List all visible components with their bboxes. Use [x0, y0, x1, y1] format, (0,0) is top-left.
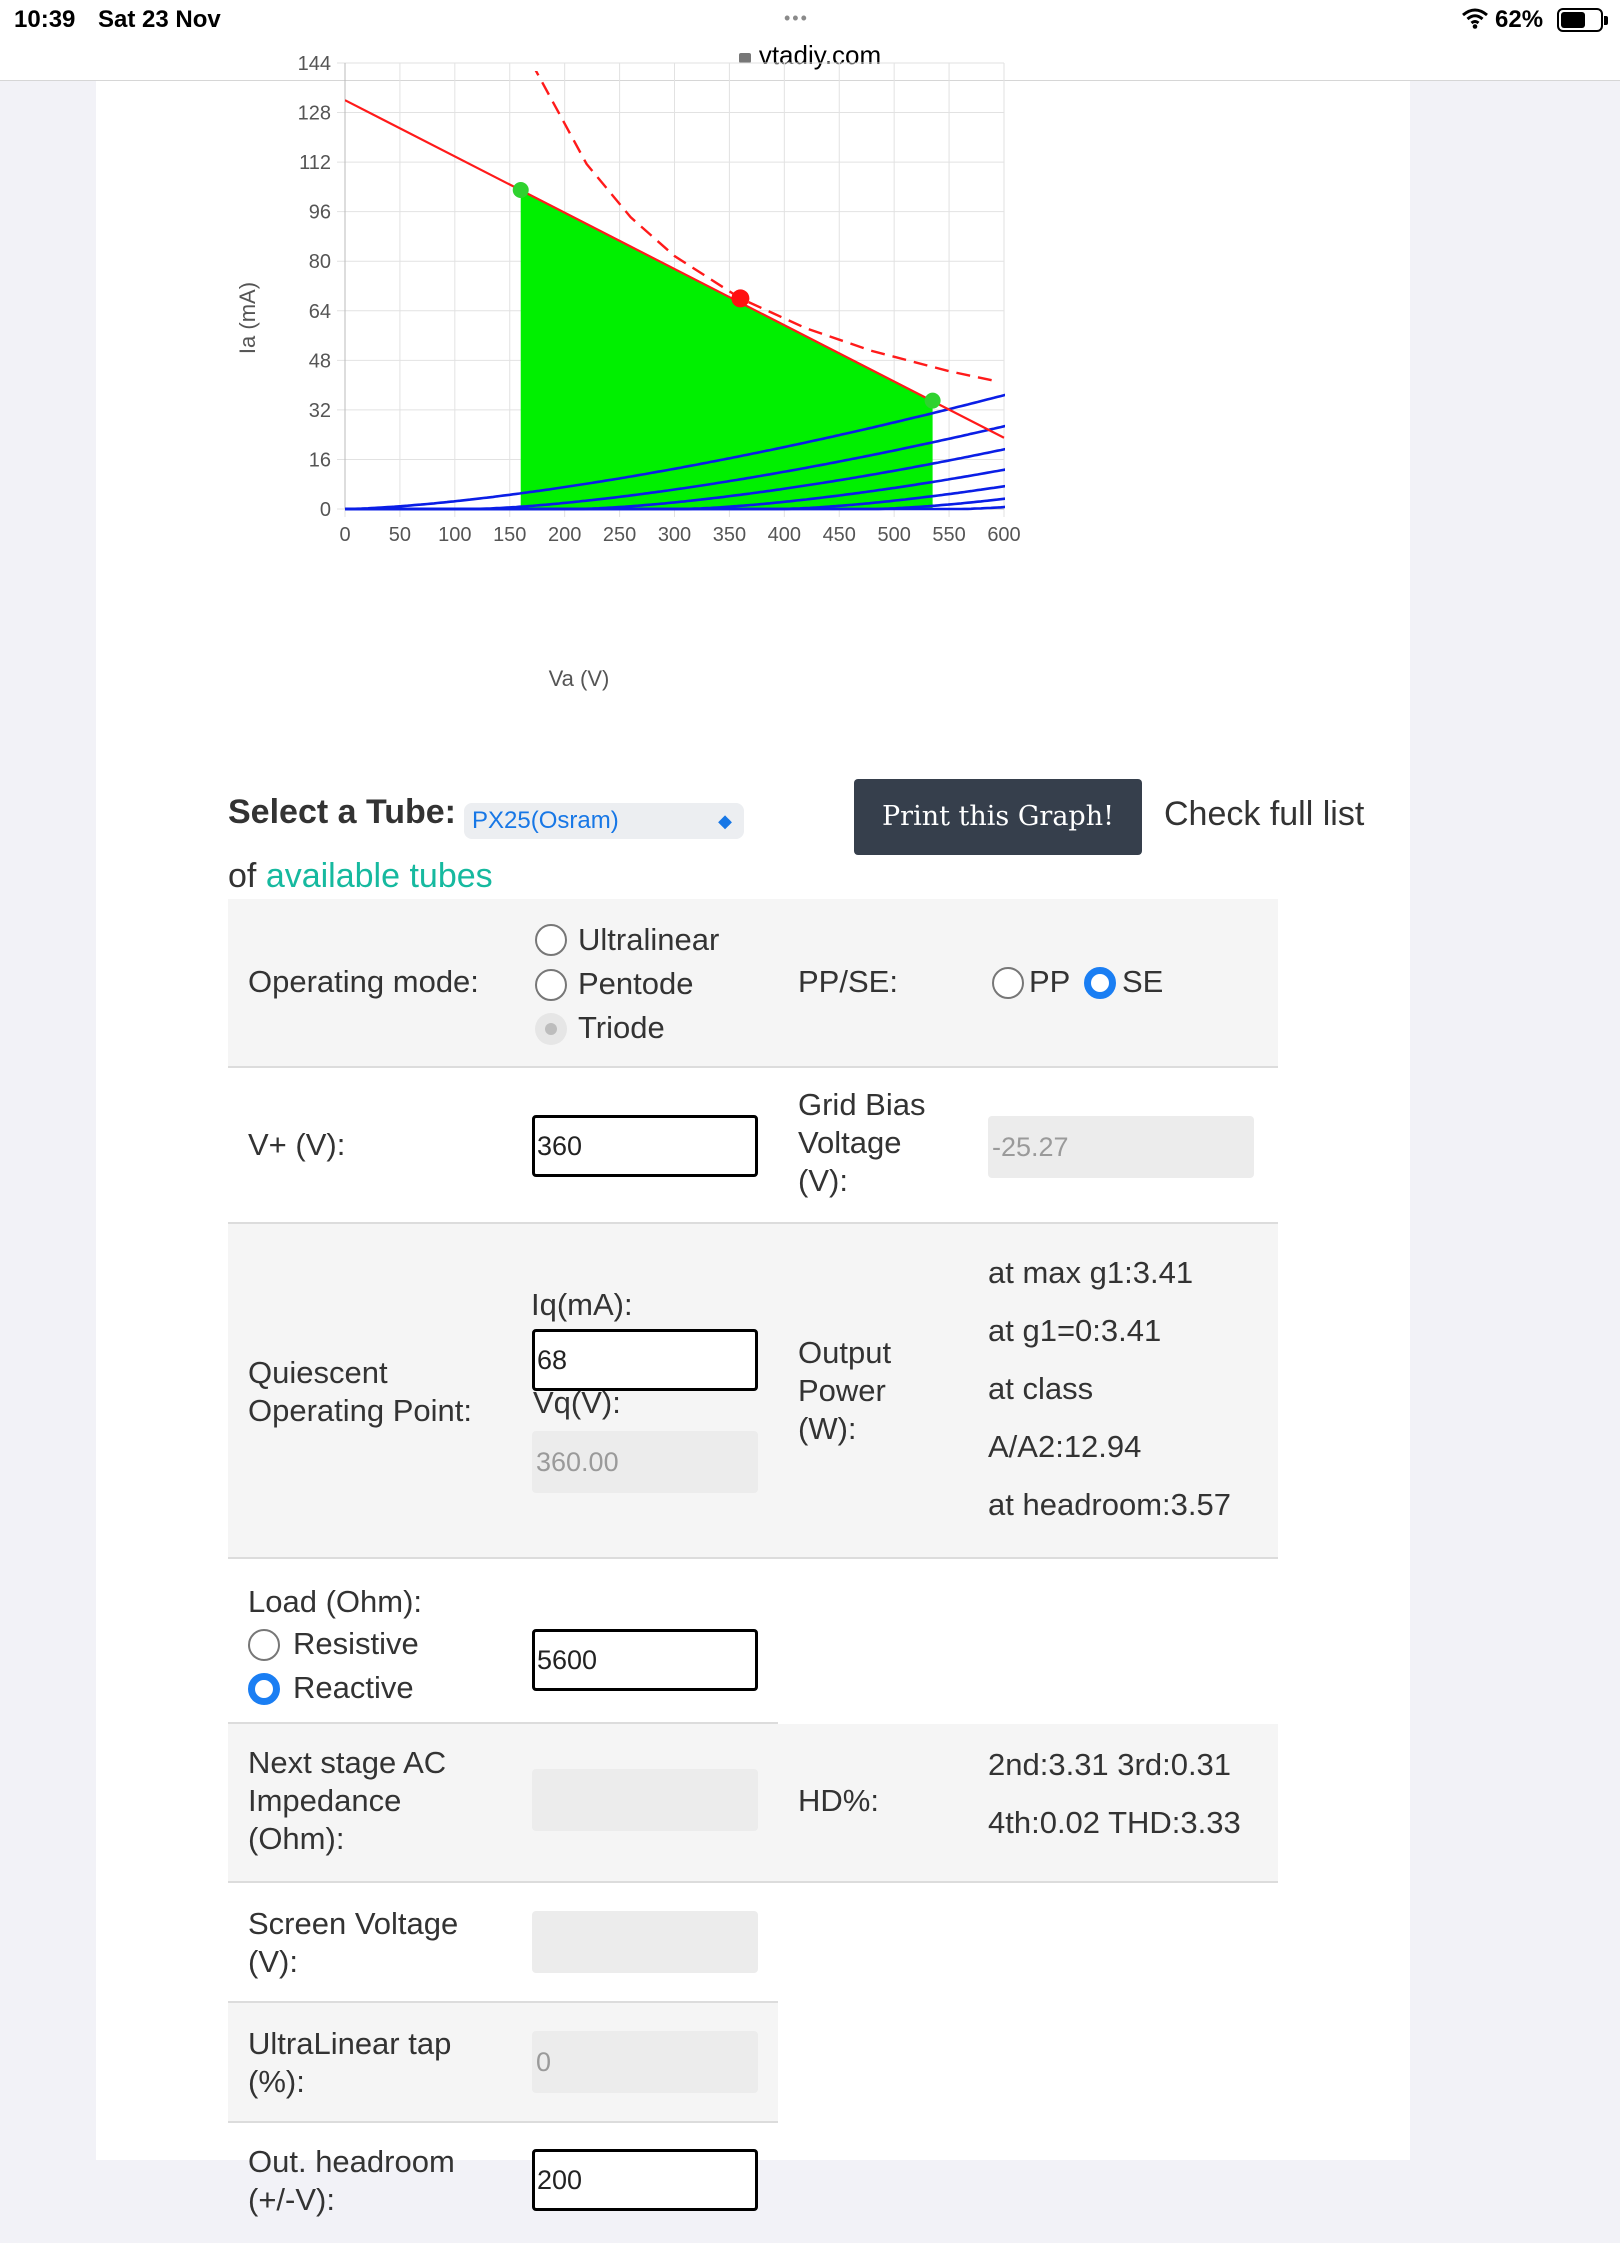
triode-option-label: Triode	[578, 1010, 665, 1045]
next-stage-input[interactable]	[532, 1769, 758, 1831]
print-graph-button[interactable]: Print this Graph!	[854, 779, 1142, 855]
y-tick-label: 96	[308, 201, 331, 224]
hd-line-2: 4th:0.02 THD:3.33	[988, 1805, 1241, 1840]
quiescent-label-1: Quiescent	[248, 1355, 388, 1390]
x-tick-label: 150	[493, 524, 527, 546]
operating-point-marker	[731, 289, 749, 307]
url-text: vtadiy.com	[758, 40, 882, 70]
x-tick-label: 600	[987, 524, 1021, 546]
x-tick-label: 200	[547, 524, 582, 546]
date: Sat 23 Nov	[98, 6, 221, 33]
pp-option-label: PP	[1029, 964, 1071, 999]
y-tick-label: 64	[308, 300, 331, 323]
load-input[interactable]: 5600	[532, 1629, 758, 1691]
more-dots-icon[interactable]: •••	[784, 8, 809, 28]
radio-ultralinear[interactable]	[535, 924, 567, 956]
next-stage-label-3: (Ohm):	[248, 1821, 345, 1856]
power-at-max-g1: at max g1:3.41	[988, 1255, 1194, 1290]
hd-line-1: 2nd:3.31 3rd:0.31	[988, 1747, 1232, 1782]
v-plus-input[interactable]: 360	[532, 1115, 758, 1177]
headroom-row	[228, 2123, 1278, 2243]
power-at-class-a-a2: A/A2:12.94	[988, 1429, 1142, 1464]
reactive-option-label: Reactive	[293, 1670, 414, 1705]
battery-icon	[1557, 8, 1603, 32]
output-power-label-3: (W):	[798, 1411, 857, 1446]
headroom-input[interactable]: 200	[532, 2149, 758, 2211]
next-stage-label-1: Next stage AC	[248, 1745, 447, 1780]
tube-selector-row	[228, 793, 1378, 893]
next-stage-row	[228, 1724, 1278, 1881]
power-at-g1-zero: at g1=0:3.41	[988, 1313, 1162, 1348]
pentode-option-label: Pentode	[578, 966, 694, 1001]
grid-bias-readout: -25.27	[988, 1116, 1254, 1178]
resistive-option-label: Resistive	[293, 1626, 419, 1661]
hd-label: HD%:	[798, 1783, 879, 1818]
available-tubes-line	[228, 857, 493, 896]
radio-reactive[interactable]	[248, 1673, 280, 1705]
available-tubes-link[interactable]: available tubes	[265, 857, 493, 895]
battery-percent: 62%	[1495, 6, 1544, 33]
swing-endpoint-marker	[513, 182, 529, 198]
y-tick-label: 112	[299, 152, 331, 175]
x-tick-label: 500	[877, 524, 911, 546]
swing-endpoint-marker	[925, 393, 941, 409]
y-tick-label: 0	[319, 499, 331, 521]
x-tick-label: 400	[767, 524, 802, 546]
radio-pp[interactable]	[992, 967, 1024, 999]
clock: 10:39	[14, 6, 76, 33]
x-tick-label: 450	[822, 524, 856, 546]
power-at-headroom: at headroom:3.57	[988, 1487, 1232, 1522]
vq-readout: 360.00	[532, 1431, 758, 1493]
y-tick-label: 48	[308, 350, 331, 373]
tube-select-value: PX25(Osram)	[472, 807, 619, 834]
headroom-label-2: (+/-V):	[248, 2182, 335, 2217]
screen-voltage-input[interactable]	[532, 1911, 758, 1973]
iq-label: Iq(mA):	[531, 1287, 633, 1322]
load-row	[228, 1559, 1278, 1722]
swing-area	[521, 190, 933, 509]
select-tube-label: Select a Tube:	[228, 793, 456, 831]
v-plus-label: V+ (V):	[248, 1127, 346, 1162]
address-bar[interactable]	[0, 40, 1620, 71]
ultralinear-option-label: Ultralinear	[578, 922, 720, 957]
x-tick-label: 0	[339, 524, 351, 546]
x-axis-label: Va (V)	[548, 666, 610, 691]
radio-triode[interactable]	[535, 1013, 567, 1045]
screen-voltage-label-1: Screen Voltage	[248, 1906, 459, 1941]
operating-mode-row	[228, 899, 1278, 1066]
y-tick-label: 144	[297, 53, 331, 75]
se-option-label: SE	[1122, 964, 1164, 999]
x-tick-label: 350	[712, 524, 747, 546]
check-full-list-text: Check full list	[1164, 795, 1365, 833]
x-tick-label: 100	[438, 524, 472, 546]
load-label: Load (Ohm):	[248, 1584, 423, 1619]
y-tick-label: 16	[308, 449, 331, 472]
ultralinear-tap-label-2: (%):	[248, 2064, 305, 2099]
power-at-class-label: at class	[988, 1371, 1094, 1406]
v-plus-row	[228, 1068, 1278, 1222]
quiescent-row	[228, 1224, 1278, 1557]
ultralinear-tap-label-1: UltraLinear tap	[248, 2026, 452, 2061]
wifi-icon	[1460, 6, 1490, 30]
x-tick-label: 550	[932, 524, 966, 546]
output-power-label-2: Power	[798, 1373, 886, 1408]
quiescent-label-2: Operating Point:	[248, 1393, 473, 1428]
grid-bias-label-2: Voltage	[798, 1125, 902, 1160]
ultralinear-tap-input[interactable]: 0	[532, 2031, 758, 2093]
x-tick-label: 50	[388, 524, 412, 546]
ultralinear-tap-row	[228, 2003, 778, 2121]
radio-pentode[interactable]	[535, 969, 567, 1001]
x-tick-label: 300	[657, 524, 692, 546]
radio-resistive[interactable]	[248, 1629, 280, 1661]
radio-se[interactable]	[1084, 967, 1116, 999]
operating-mode-label: Operating mode:	[248, 964, 479, 999]
screen-voltage-row	[228, 1883, 1278, 2001]
headroom-label-1: Out. headroom	[248, 2144, 455, 2179]
output-power-label-1: Output	[798, 1335, 892, 1370]
y-axis-label: Ia (mA)	[235, 281, 260, 355]
next-stage-label-2: Impedance	[248, 1783, 402, 1818]
tube-select[interactable]	[464, 803, 744, 839]
y-tick-label: 80	[308, 251, 331, 274]
vq-label: Vq(V):	[533, 1385, 621, 1420]
grid-bias-label-1: Grid Bias	[798, 1087, 926, 1122]
y-tick-label: 128	[297, 102, 331, 125]
of-text: of	[228, 857, 257, 895]
y-tick-label: 32	[308, 399, 331, 422]
status-bar	[0, 0, 1620, 81]
select-chevron-icon: ◆	[718, 811, 732, 831]
lock-icon	[739, 53, 751, 63]
iq-input[interactable]: 68	[532, 1329, 758, 1391]
x-tick-label: 250	[602, 524, 637, 546]
pp-se-label: PP/SE:	[798, 964, 898, 999]
grid-bias-label-3: (V):	[798, 1163, 848, 1198]
screen-voltage-label-2: (V):	[248, 1944, 298, 1979]
